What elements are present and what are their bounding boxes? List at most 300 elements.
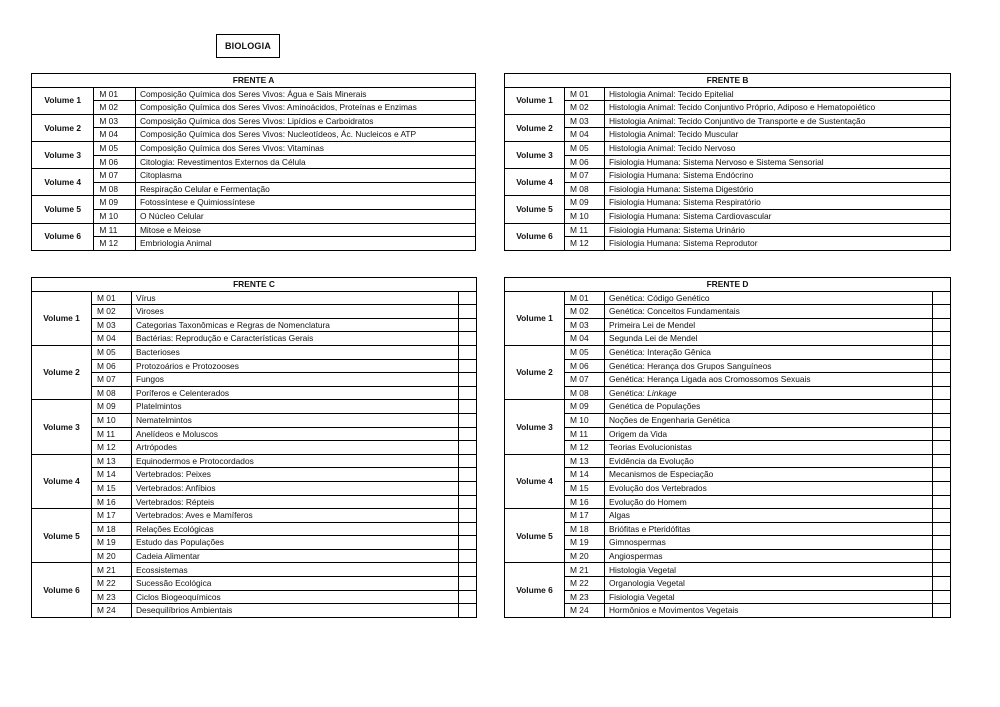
volume-label: Volume 3 — [505, 400, 565, 454]
module-code: M 19 — [565, 536, 605, 550]
table-row — [505, 141, 951, 155]
module-code: M 04 — [94, 128, 136, 142]
module-code: M 03 — [94, 114, 136, 128]
table-row — [505, 468, 951, 482]
check-cell — [459, 400, 477, 414]
module-name-text: Genética: Código Genético — [609, 292, 710, 303]
module-code: M 05 — [565, 141, 605, 155]
module-name — [605, 509, 933, 523]
module-code: M 14 — [565, 468, 605, 482]
module-name — [605, 182, 951, 196]
module-code: M 12 — [565, 441, 605, 455]
module-name-text: Hormônios e Movimentos Vegetais — [609, 605, 739, 616]
module-code: M 12 — [94, 237, 136, 251]
module-name-text: Anelídeos e Moluscos — [136, 428, 218, 439]
table-row — [32, 128, 476, 142]
module-name-text: Fisiologia Humana: Sistema Endócrino — [609, 170, 754, 181]
check-cell — [933, 590, 951, 604]
module-name-text: Gimnospermas — [609, 537, 666, 548]
module-code: M 09 — [565, 400, 605, 414]
module-name-text: Algas — [609, 510, 630, 521]
module-name-text: Evidência da Evolução — [609, 455, 694, 466]
module-code: M 16 — [565, 495, 605, 509]
module-name — [605, 604, 933, 618]
module-name-text: Desequilíbrios Ambientais — [136, 605, 233, 616]
module-code: M 08 — [565, 182, 605, 196]
volume-label: Volume 4 — [32, 169, 94, 196]
check-cell — [459, 590, 477, 604]
table-row — [505, 563, 951, 577]
module-name — [605, 318, 933, 332]
module-name-text: Bactérias: Reprodução e Características Gerais — [136, 333, 314, 344]
module-name-text: Citologia: Revestimentos Externos da Célula — [139, 156, 306, 167]
check-cell — [933, 318, 951, 332]
module-name — [132, 604, 459, 618]
module-name-text: Fisiologia Vegetal — [609, 591, 675, 602]
module-code: M 07 — [565, 169, 605, 183]
module-name — [605, 454, 933, 468]
frente-title: FRENTE B — [505, 74, 951, 88]
frente-a-table — [31, 73, 476, 251]
table-row — [505, 209, 951, 223]
module-code: M 03 — [92, 318, 132, 332]
module-name — [605, 481, 933, 495]
check-cell — [459, 468, 477, 482]
table-row — [505, 549, 951, 563]
module-code: M 16 — [92, 495, 132, 509]
module-code: M 05 — [92, 345, 132, 359]
table-row — [32, 332, 477, 346]
check-cell — [459, 441, 477, 455]
module-code: M 05 — [565, 345, 605, 359]
module-name — [605, 237, 951, 251]
module-name — [605, 305, 933, 319]
volume-label: Volume 6 — [505, 223, 565, 250]
module-name — [132, 413, 459, 427]
module-name-text: Ciclos Biogeoquímicos — [136, 591, 221, 602]
module-code: M 08 — [565, 386, 605, 400]
module-name — [132, 495, 459, 509]
table-row — [505, 413, 951, 427]
table-row — [505, 87, 951, 101]
module-name-text: Embriologia Animal — [139, 238, 212, 249]
table-row — [32, 386, 477, 400]
module-name-text: Genética: Conceitos Fundamentais — [609, 306, 740, 317]
frente-c-table — [31, 277, 477, 618]
check-cell — [459, 386, 477, 400]
table-row — [505, 169, 951, 183]
volume-label: Volume 3 — [32, 141, 94, 168]
table-row — [505, 182, 951, 196]
module-name — [605, 386, 933, 400]
module-name — [605, 128, 951, 142]
check-cell — [933, 332, 951, 346]
module-name — [135, 114, 475, 128]
check-cell — [459, 577, 477, 591]
volume-label: Volume 1 — [505, 291, 565, 345]
module-name — [132, 400, 459, 414]
check-cell — [933, 413, 951, 427]
module-name — [605, 373, 933, 387]
module-name-text: Respiração Celular e Fermentação — [139, 183, 270, 194]
module-name — [605, 400, 933, 414]
volume-label: Volume 2 — [505, 114, 565, 141]
table-row — [32, 359, 477, 373]
module-code: M 05 — [94, 141, 136, 155]
check-cell — [459, 427, 477, 441]
check-cell — [459, 604, 477, 618]
module-code: M 18 — [565, 522, 605, 536]
table-row — [505, 536, 951, 550]
module-name — [605, 413, 933, 427]
table-row — [505, 509, 951, 523]
module-name-text: Fungos — [136, 374, 164, 385]
table-row — [32, 468, 477, 482]
module-name-text: Origem da Vida — [609, 428, 668, 439]
module-name-text: Platelmintos — [136, 401, 182, 412]
check-cell — [933, 577, 951, 591]
module-code: M 06 — [565, 359, 605, 373]
table-row — [505, 223, 951, 237]
module-name — [132, 536, 459, 550]
table-row — [505, 590, 951, 604]
module-name-text: Genética: Herança dos Grupos Sanguíneos — [609, 360, 772, 371]
table-row — [32, 454, 477, 468]
table-row — [32, 400, 477, 414]
module-name-text: Composição Química dos Seres Vivos: Aminoácidos, Proteínas e Enzimas — [139, 102, 417, 113]
module-name-text: Histologia Animal: Tecido Epitelial — [609, 88, 734, 99]
check-cell — [459, 495, 477, 509]
module-name-text: Citoplasma — [139, 170, 182, 181]
module-code: M 02 — [94, 101, 136, 115]
module-code: M 13 — [92, 454, 132, 468]
module-name — [605, 577, 933, 591]
module-name — [132, 454, 459, 468]
module-name — [132, 577, 459, 591]
check-cell — [459, 373, 477, 387]
module-code: M 23 — [92, 590, 132, 604]
module-name — [135, 128, 475, 142]
table-row — [32, 373, 477, 387]
module-name-text: Vírus — [136, 292, 156, 303]
module-name-text: Fisiologia Humana: Sistema Respiratório — [609, 197, 761, 208]
module-name — [132, 359, 459, 373]
table-row — [505, 522, 951, 536]
check-cell — [933, 359, 951, 373]
module-name-text: Vertebrados: Peixes — [136, 469, 211, 480]
module-name — [135, 209, 475, 223]
table-row — [505, 128, 951, 142]
module-code: M 01 — [565, 87, 605, 101]
check-cell — [933, 549, 951, 563]
check-cell — [933, 495, 951, 509]
check-cell — [933, 386, 951, 400]
table-row — [505, 332, 951, 346]
table-row — [32, 101, 476, 115]
module-code: M 23 — [565, 590, 605, 604]
module-name — [135, 101, 475, 115]
module-name — [605, 536, 933, 550]
volume-label: Volume 6 — [32, 223, 94, 250]
module-name — [605, 141, 951, 155]
module-code: M 21 — [565, 563, 605, 577]
module-name-text: Histologia Animal: Tecido Conjuntivo Próprio, Adiposo e Hematopoiético — [609, 102, 876, 113]
module-code: M 04 — [92, 332, 132, 346]
module-name-text: Fisiologia Humana: Sistema Nervoso e Sistema Sensorial — [609, 156, 824, 167]
table-row — [505, 101, 951, 115]
volume-label: Volume 3 — [32, 400, 92, 454]
module-code: M 04 — [565, 128, 605, 142]
module-name-text: Composição Química dos Seres Vivos: Lipídios e Carboidratos — [139, 115, 374, 126]
module-name-text: Composição Química dos Seres Vivos: Água e Sais Minerais — [139, 88, 367, 99]
table-row — [32, 223, 476, 237]
check-cell — [933, 305, 951, 319]
module-code: M 10 — [94, 209, 136, 223]
module-name — [135, 196, 475, 210]
module-code: M 20 — [565, 549, 605, 563]
module-name — [132, 563, 459, 577]
module-name-text: Vertebrados: Répteis — [136, 496, 215, 507]
check-cell — [933, 468, 951, 482]
table-row — [505, 114, 951, 128]
module-code: M 03 — [565, 318, 605, 332]
module-code: M 06 — [94, 155, 136, 169]
check-cell — [933, 536, 951, 550]
volume-label: Volume 2 — [32, 114, 94, 141]
check-cell — [933, 454, 951, 468]
frente-title: FRENTE C — [32, 278, 477, 292]
table-row — [32, 196, 476, 210]
module-name-text: Vertebrados: Aves e Mamíferos — [136, 510, 253, 521]
check-cell — [459, 318, 477, 332]
module-name — [132, 481, 459, 495]
check-cell — [933, 563, 951, 577]
module-code: M 12 — [565, 237, 605, 251]
module-code: M 11 — [565, 223, 605, 237]
module-name — [135, 87, 475, 101]
module-code: M 20 — [92, 549, 132, 563]
table-row — [32, 155, 476, 169]
module-code: M 24 — [565, 604, 605, 618]
module-code: M 19 — [92, 536, 132, 550]
module-name — [132, 291, 459, 305]
table-row — [32, 495, 477, 509]
module-name-text: Angiospermas — [609, 550, 663, 561]
check-cell — [459, 563, 477, 577]
volume-label: Volume 1 — [32, 291, 92, 345]
volume-label: Volume 1 — [505, 87, 565, 114]
module-code: M 07 — [565, 373, 605, 387]
module-name-text: Briófitas e Pteridófitas — [609, 523, 691, 534]
table-row — [32, 481, 477, 495]
module-name-text: Nematelmintos — [136, 415, 192, 426]
table-row — [505, 196, 951, 210]
check-cell — [459, 345, 477, 359]
check-cell — [459, 291, 477, 305]
module-code: M 01 — [94, 87, 136, 101]
module-name — [605, 101, 951, 115]
table-row — [32, 522, 477, 536]
check-cell — [933, 373, 951, 387]
table-row — [32, 141, 476, 155]
volume-label: Volume 3 — [505, 141, 565, 168]
module-name-text: Sucessão Ecológica — [136, 578, 212, 589]
table-row — [505, 373, 951, 387]
module-code: M 14 — [92, 468, 132, 482]
module-name-text: Genética: Herança Ligada aos Cromossomos Sexuais — [609, 374, 811, 385]
module-code: M 08 — [92, 386, 132, 400]
volume-label: Volume 4 — [505, 169, 565, 196]
module-name-text: Viroses — [136, 306, 164, 317]
check-cell — [933, 291, 951, 305]
module-name — [605, 427, 933, 441]
module-name — [132, 441, 459, 455]
table-row — [32, 413, 477, 427]
module-name-text: Genética de Populações — [609, 401, 701, 412]
module-name — [132, 522, 459, 536]
module-name-text: Categorias Taxonômicas e Regras de Nomenclatura — [136, 319, 330, 330]
frente-header-row — [505, 74, 951, 88]
module-name — [605, 441, 933, 455]
module-name — [132, 509, 459, 523]
check-cell — [459, 522, 477, 536]
table-row — [505, 237, 951, 251]
check-cell — [459, 413, 477, 427]
check-cell — [459, 454, 477, 468]
module-code: M 11 — [92, 427, 132, 441]
module-code: M 15 — [92, 481, 132, 495]
table-row — [32, 87, 476, 101]
frente-d-table — [504, 277, 951, 618]
module-name — [132, 373, 459, 387]
module-code: M 08 — [94, 182, 136, 196]
table-row — [505, 604, 951, 618]
volume-label: Volume 2 — [505, 345, 565, 399]
module-name-text: Protozoários e Protozooses — [136, 360, 239, 371]
module-code: M 22 — [565, 577, 605, 591]
check-cell — [933, 441, 951, 455]
module-name — [605, 332, 933, 346]
module-name-text: Histologia Animal: Tecido Nervoso — [609, 143, 736, 154]
module-name-text: Vertebrados: Anfíbios — [136, 483, 216, 493]
module-name — [132, 386, 459, 400]
module-name-text: Genética: Interação Gênica — [609, 347, 711, 358]
module-name — [605, 114, 951, 128]
check-cell — [933, 345, 951, 359]
module-name-text: Segunda Lei de Mendel — [609, 333, 698, 344]
volume-label: Volume 6 — [505, 563, 565, 617]
module-code: M 10 — [565, 209, 605, 223]
volume-label: Volume 5 — [32, 509, 92, 563]
check-cell — [459, 509, 477, 523]
frente-header-row — [32, 74, 476, 88]
check-cell — [933, 400, 951, 414]
module-name — [605, 209, 951, 223]
module-name — [605, 495, 933, 509]
module-code: M 17 — [565, 509, 605, 523]
module-name — [605, 87, 951, 101]
module-code: M 06 — [565, 155, 605, 169]
module-name — [605, 563, 933, 577]
module-name — [132, 590, 459, 604]
module-name-text: Evolução dos Vertebrados — [609, 483, 707, 493]
module-code: M 03 — [565, 114, 605, 128]
module-code: M 24 — [92, 604, 132, 618]
module-code: M 01 — [92, 291, 132, 305]
table-row — [505, 345, 951, 359]
module-name — [135, 155, 475, 169]
table-row — [32, 291, 477, 305]
module-name — [605, 359, 933, 373]
module-name — [605, 196, 951, 210]
module-name-text: Relações Ecológicas — [136, 523, 214, 534]
module-name — [605, 223, 951, 237]
module-name — [605, 468, 933, 482]
module-name — [605, 291, 933, 305]
module-name — [132, 427, 459, 441]
table-row — [505, 400, 951, 414]
volume-label: Volume 6 — [32, 563, 92, 617]
module-code: M 09 — [94, 196, 136, 210]
module-name — [605, 169, 951, 183]
table-row — [32, 114, 476, 128]
volume-label: Volume 5 — [32, 196, 94, 223]
table-row — [32, 590, 477, 604]
module-code: M 13 — [565, 454, 605, 468]
table-row — [32, 318, 477, 332]
module-name — [132, 318, 459, 332]
frente-header-row — [505, 278, 951, 292]
module-name-italic: Linkage — [647, 387, 677, 398]
module-name-text: Fisiologia Humana: Sistema Cardiovascular — [609, 211, 772, 222]
volume-label: Volume 5 — [505, 509, 565, 563]
module-name-text: Composição Química dos Seres Vivos: Vitaminas — [139, 143, 324, 154]
module-name-text: Teorias Evolucionistas — [609, 442, 692, 453]
module-code: M 11 — [94, 223, 136, 237]
module-name-text: Ecossistemas — [136, 564, 188, 575]
module-code: M 09 — [92, 400, 132, 414]
volume-label: Volume 5 — [505, 196, 565, 223]
table-row — [505, 481, 951, 495]
table-row — [32, 237, 476, 251]
module-code: M 17 — [92, 509, 132, 523]
module-code: M 21 — [92, 563, 132, 577]
frente-title: FRENTE A — [32, 74, 476, 88]
module-name — [135, 237, 475, 251]
table-row — [505, 305, 951, 319]
volume-label: Volume 2 — [32, 345, 92, 399]
module-name-text: Composição Química dos Seres Vivos: Nucleotídeos, Ác. Nucleicos e ATP — [139, 129, 417, 140]
table-row — [32, 563, 477, 577]
module-name-text: Estudo das Populações — [136, 537, 224, 548]
module-code: M 07 — [92, 373, 132, 387]
module-code: M 10 — [92, 413, 132, 427]
check-cell — [459, 536, 477, 550]
module-code: M 01 — [565, 291, 605, 305]
table-row — [505, 386, 951, 400]
volume-label: Volume 4 — [505, 454, 565, 508]
table-row — [505, 577, 951, 591]
module-name-text: Organologia Vegetal — [609, 578, 685, 589]
module-name-text: Primeira Lei de Mendel — [609, 319, 696, 330]
table-row — [32, 169, 476, 183]
module-code: M 02 — [565, 101, 605, 115]
check-cell — [933, 481, 951, 495]
volume-label: Volume 1 — [32, 87, 94, 114]
table-row — [32, 345, 477, 359]
table-row — [505, 359, 951, 373]
module-name-text: Bacterioses — [136, 347, 180, 358]
